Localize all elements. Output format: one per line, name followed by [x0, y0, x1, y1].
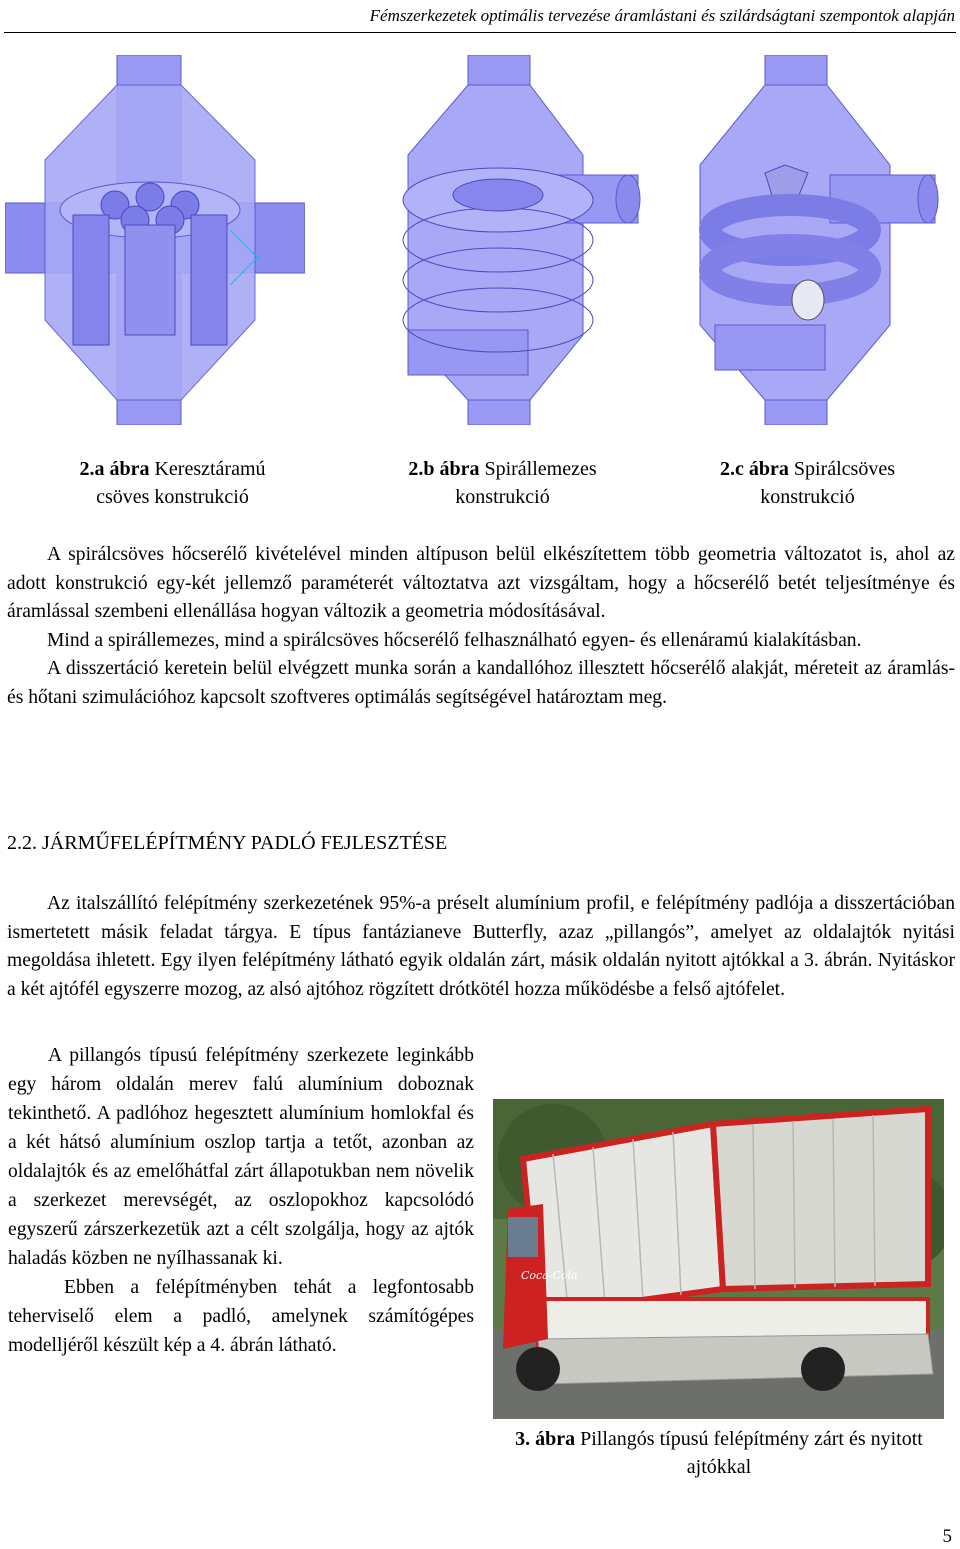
- truck-logo-text: Coca-Cola: [521, 1269, 578, 1282]
- figure-2b-caption-line1: Spirállemezes: [484, 458, 597, 480]
- figure-2b-label: 2.b ábra: [408, 458, 480, 480]
- figure-3-caption-text: Pillangós típusú felépítmény zárt és nyitott ajtókkal: [580, 1428, 923, 1478]
- running-title: Fémszerkezetek optimális tervezése áramlástani és szilárdságtani szempontok alapján: [369, 6, 955, 25]
- figure-2c-spiral-tube-render: [690, 55, 945, 425]
- figure-2c-caption: [660, 455, 955, 511]
- figure-2a-label: 2.a ábra: [79, 458, 150, 480]
- figure-2c-caption-line2: konstrukció: [760, 486, 855, 508]
- figure-2b-caption: [350, 455, 655, 511]
- paragraph-3: A disszertáció keretein belül elvégzett munka során a kandallóhoz illesztett hőcserélő alakját, méreteit az áramlás- és hőtani szimulációhoz kapcsolt szoftveres optimálás segítségével határoztam meg.: [7, 658, 955, 708]
- paragraph-2: Mind a spirállemezes, mind a spirálcsöves hőcserélő felhasználható egyen- és ellenáramú kialakításban.: [47, 629, 862, 651]
- figure-2b-spiral-plate-render: [358, 55, 653, 425]
- figure-2a-caption: [10, 455, 335, 511]
- running-header: [0, 0, 960, 32]
- left-column-text: [8, 1041, 474, 1360]
- left-column-paragraph-1: A pillangós típusú felépítmény szerkezete leginkább egy három oldalán merev falú alumínium doboznak tekinthető. A padlóhoz hegesztett alumínium homlokfal és a két hátsó alumínium oszlop tartja a tetőt, azonban az oldalajtók és az emelőhátfal zárt állapotukban nem növelik a szerkezet merevségét, az oszlopokhoz kapcsolódó egyszerű zárszerkezetük azt a célt szolgálja, hogy az ajtók haladás közben ne nyílhassanak ki.: [8, 1045, 474, 1269]
- section-paragraph: Az italszállító felépítmény szerkezetének 95%-a préselt alumínium profil, e felépítmény padlója a disszertációban ismertetett másik feladat tárgya. E típus fantázianeve Butterfly, azaz „pillangós”, amelyet az oldalajtók nyitási megoldása ihletett. Egy ilyen felépítmény látható egyik oldalán zárt, másik oldalán nyitott ajtókkal a 3. ábrán. Nyitáskor a két ajtófél egyszerre mozog, az alsó ajtóhoz rögzített drótkötél hozza működésbe a felső ajtófelet.: [7, 893, 955, 1000]
- figure-2a-crossflow-render: [5, 55, 305, 425]
- section-heading: 2.2. JÁRMŰFELÉPÍTMÉNY PADLÓ FEJLESZTÉSE: [7, 832, 448, 854]
- section-text-block: [7, 890, 955, 1004]
- figure-2c-caption-line1: Spirálcsöves: [793, 458, 895, 480]
- figure-2b-caption-line2: konstrukció: [455, 486, 550, 508]
- figure-3-truck-photo: [493, 1099, 944, 1419]
- paragraph-1: A spirálcsöves hőcserélő kivételével minden altípuson belül elkészítettem több geometria változatot is, ahol az adott konstrukció egy-két jellemző paraméterét változtatva azt vizsgáltam, hogy a hőcserélő betét teljesítménye és áramlással szembeni ellenállása hogyan változik a geometria módosításával.: [7, 544, 955, 622]
- header-rule: [4, 32, 956, 33]
- body-text-block: [7, 541, 955, 712]
- page-number: 5: [942, 1526, 952, 1547]
- figure-2a-caption-line1: Keresztáramú: [154, 458, 266, 480]
- figure-2c-label: 2.c ábra: [720, 458, 789, 480]
- figure-2a-caption-line2: csöves konstrukció: [96, 486, 249, 508]
- figure-3-label: 3. ábra: [515, 1428, 576, 1450]
- left-column-paragraph-2: Ebben a felépítményben tehát a legfontosabb teherviselő elem a padló, amelynek számítógépes modelljéről készült kép a 4. ábrán látható.: [8, 1277, 474, 1356]
- figure-3-caption: [493, 1425, 945, 1481]
